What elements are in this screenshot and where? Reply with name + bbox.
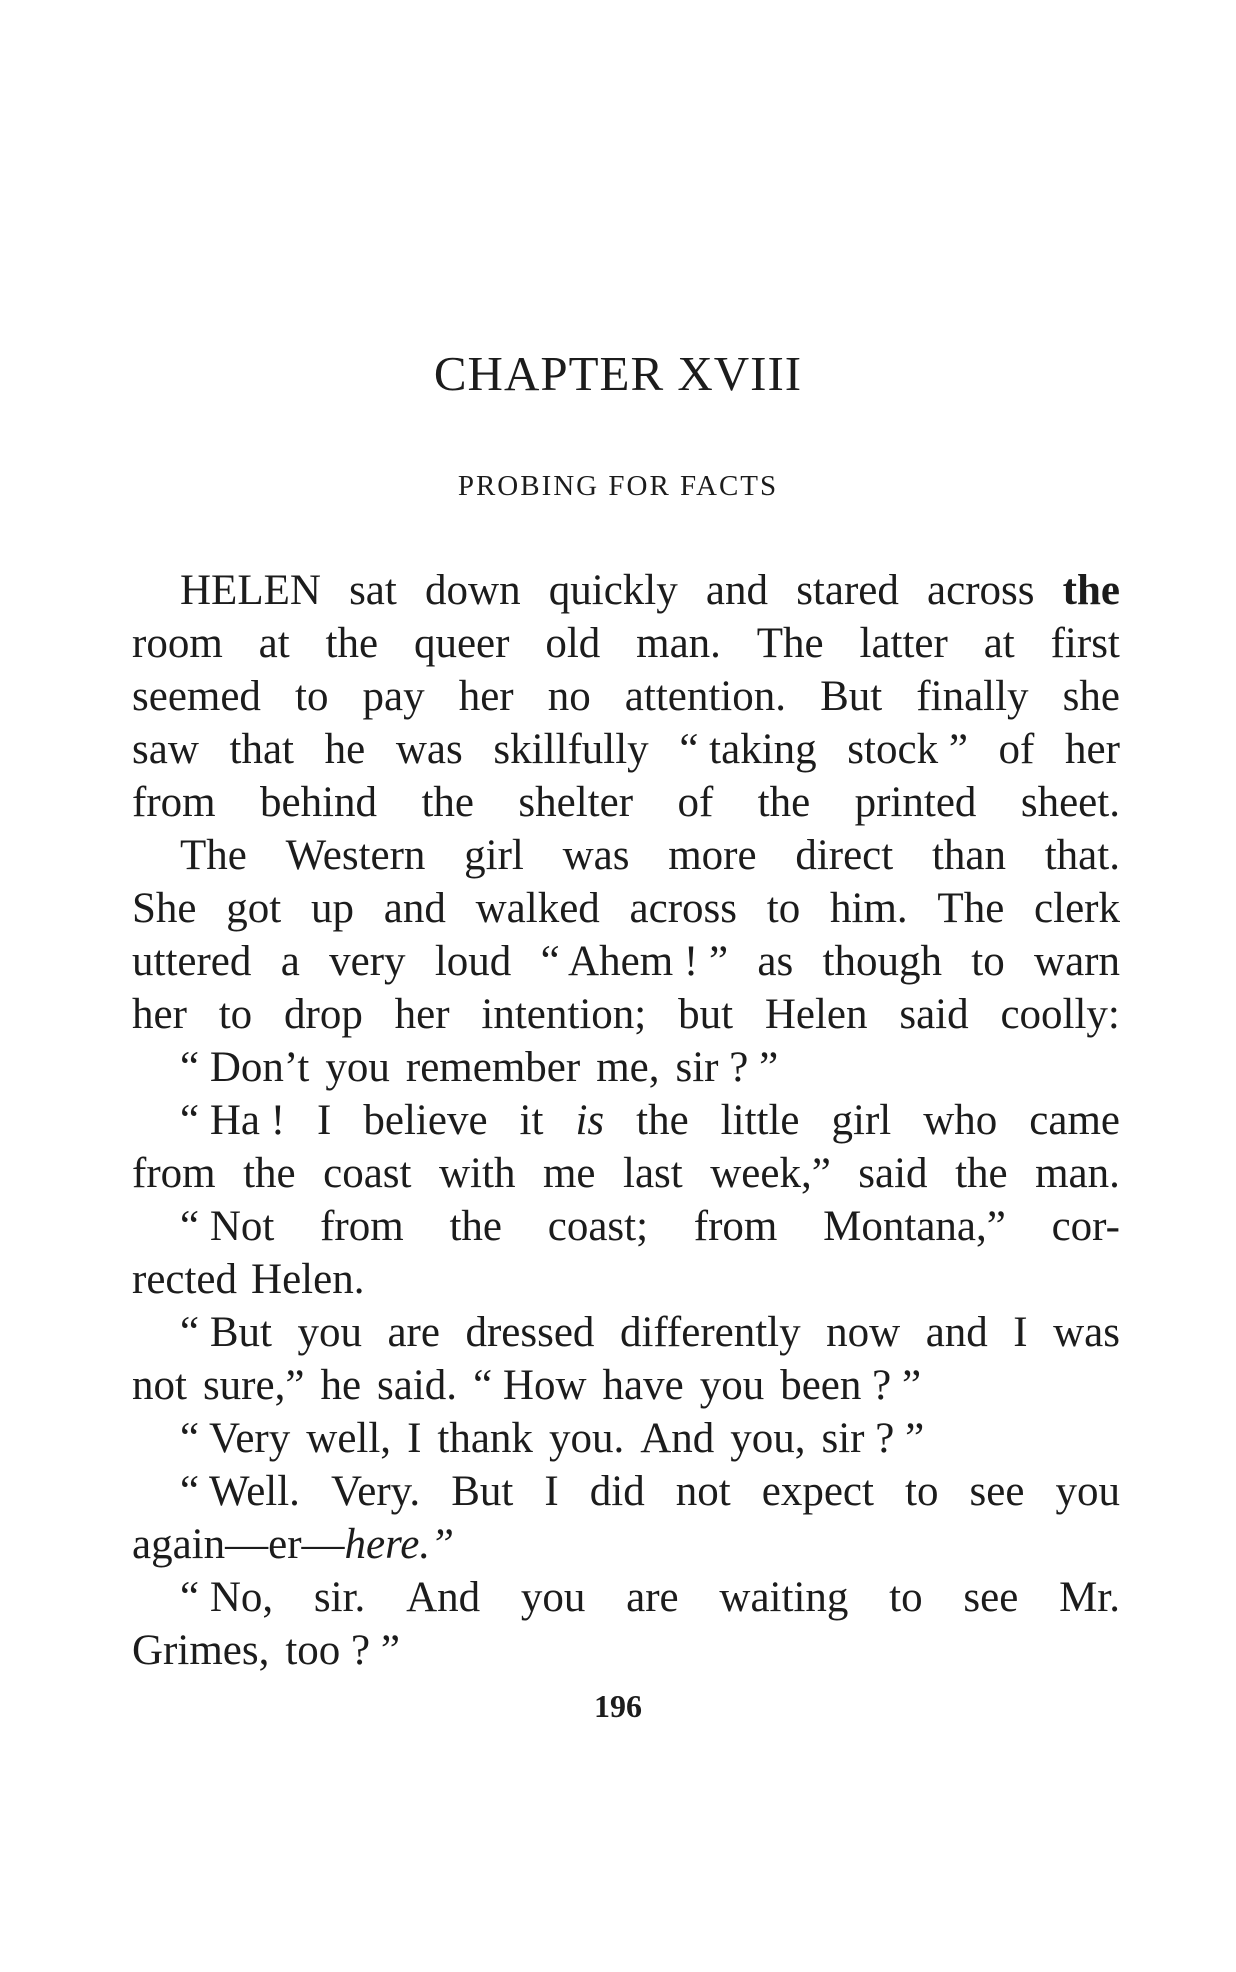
word: said (899, 991, 969, 1038)
word: The (937, 885, 1005, 932)
word: sheet. (1020, 779, 1120, 826)
word: you (297, 1309, 362, 1356)
chapter-subtitle: PROBING FOR FACTS (457, 470, 779, 502)
word: attention. (624, 673, 786, 720)
word: more (668, 832, 757, 879)
word: I (544, 1468, 559, 1515)
word: from (132, 1150, 216, 1197)
word: her (458, 673, 514, 720)
word: saw (132, 726, 199, 773)
word: behind (260, 779, 378, 826)
word: from (132, 779, 216, 826)
word: Helen (764, 991, 868, 1038)
word: stared (796, 567, 899, 614)
word: uttered (132, 938, 252, 985)
word: it (519, 1097, 544, 1144)
word: seemed (132, 673, 261, 720)
word: you (1055, 1468, 1120, 1515)
word: he (320, 1362, 362, 1409)
word: man. (1035, 1150, 1120, 1197)
word: coolly: (1000, 991, 1120, 1038)
word: that. (1044, 832, 1120, 879)
word: Western (285, 832, 426, 879)
word: dressed (465, 1309, 595, 1356)
word: sir ? ” (821, 1415, 925, 1462)
word: And (640, 1415, 715, 1462)
word: stock ” (847, 726, 968, 773)
word: is (575, 1097, 605, 1144)
word: cor- (1051, 1203, 1120, 1250)
word: was (395, 726, 463, 773)
text-line (132, 1253, 1120, 1306)
word: “ Very (180, 1415, 291, 1462)
text-line (132, 1518, 1120, 1571)
word: was (562, 832, 630, 879)
text-line (132, 670, 1120, 723)
word: differently (619, 1309, 801, 1356)
word: you (520, 1574, 586, 1621)
word: to (218, 991, 253, 1038)
word: Helen. (251, 1256, 365, 1303)
text-line (132, 1094, 1120, 1147)
word: to (889, 1574, 923, 1621)
text-line (132, 1571, 1120, 1624)
word: Montana,” (823, 1203, 1006, 1250)
word: clerk (1034, 885, 1120, 932)
word: But (820, 673, 883, 720)
word: “ Not (180, 1203, 275, 1250)
text-line (132, 1359, 1120, 1412)
text-line (132, 564, 1120, 617)
word: warn (1034, 938, 1120, 985)
word: And (406, 1574, 481, 1621)
chapter-body-text (132, 564, 1120, 1677)
word: old (545, 620, 601, 667)
word: “ taking (679, 726, 817, 773)
word: you, (730, 1415, 806, 1462)
word: no (547, 673, 591, 720)
word: said. (377, 1362, 458, 1409)
text-line (132, 1624, 1120, 1677)
word: see (969, 1468, 1025, 1515)
text-line (132, 988, 1120, 1041)
word: did (589, 1468, 645, 1515)
word: loud (434, 938, 512, 985)
text-line (132, 1200, 1120, 1253)
word: again—er—here.” (132, 1521, 455, 1568)
word: who (923, 1097, 998, 1144)
word: walked (475, 885, 600, 932)
text-line (132, 1041, 1120, 1094)
word: to (905, 1468, 939, 1515)
word: a (280, 938, 300, 985)
word: sir. (313, 1574, 366, 1621)
word: at (983, 620, 1015, 667)
word: are (626, 1574, 679, 1621)
word: her (394, 991, 450, 1038)
word: waiting (719, 1574, 849, 1621)
text-line (132, 829, 1120, 882)
word: intention; (481, 991, 647, 1038)
page-number: 196 (594, 1688, 642, 1724)
word: shelter (518, 779, 634, 826)
text-line (132, 723, 1120, 776)
word: and (383, 885, 446, 932)
word: But (451, 1468, 514, 1515)
word: as (757, 938, 794, 985)
word: pay (362, 673, 425, 720)
word: rected (132, 1256, 238, 1303)
word: he (324, 726, 366, 773)
word: “ But (180, 1309, 272, 1356)
word: but (678, 991, 734, 1038)
word: now (826, 1309, 901, 1356)
word: The (180, 832, 247, 879)
word: girl (831, 1097, 892, 1144)
word: very (329, 938, 406, 985)
chapter-title: CHAPTER XVIII (433, 346, 803, 401)
word: her (1065, 726, 1120, 773)
word: printed (854, 779, 977, 826)
word: the (636, 1097, 689, 1144)
word: I (1013, 1309, 1028, 1356)
word: the (955, 1150, 1008, 1197)
word: girl (464, 832, 524, 879)
word: though (822, 938, 942, 985)
text-line (132, 1412, 1120, 1465)
word: queer (413, 620, 510, 667)
word: coast (323, 1150, 412, 1197)
word: Grimes, (132, 1627, 270, 1674)
word: that (229, 726, 294, 773)
word: believe (363, 1097, 488, 1144)
word: finally (916, 673, 1029, 720)
word: coast; (547, 1203, 649, 1250)
word: skillfully (493, 726, 649, 773)
word: you (699, 1362, 765, 1409)
word: too ? ” (285, 1627, 400, 1674)
word: first (1050, 620, 1120, 667)
word: from (693, 1203, 778, 1250)
word: you (325, 1044, 390, 1091)
word: of (677, 779, 714, 826)
word: last (623, 1150, 683, 1197)
word: than (931, 832, 1006, 879)
word: and (705, 567, 769, 614)
word: of (998, 726, 1035, 773)
word: got (226, 885, 282, 932)
word: not (132, 1362, 187, 1409)
word: been ? ” (780, 1362, 922, 1409)
word: week,” (710, 1150, 831, 1197)
word: the (757, 779, 811, 826)
word: the (325, 620, 379, 667)
word: little (720, 1097, 800, 1144)
word: me, (596, 1044, 660, 1091)
word: she (1062, 673, 1120, 720)
word: sir ? ” (675, 1044, 779, 1091)
word: The (756, 620, 824, 667)
text-line (132, 617, 1120, 670)
word: across (927, 567, 1035, 614)
word: direct (795, 832, 894, 879)
word: sat (349, 567, 397, 614)
text-line (132, 1465, 1120, 1518)
word: down (425, 567, 521, 614)
word: up (310, 885, 354, 932)
word: drop (284, 991, 363, 1038)
word: “ No, (180, 1574, 274, 1621)
word: him. (830, 885, 908, 932)
word: “ Ahem ! ” (540, 938, 729, 985)
text-line (132, 935, 1120, 988)
word: and (925, 1309, 988, 1356)
word: to (766, 885, 801, 932)
word: man. (636, 620, 721, 667)
text-line (132, 1306, 1120, 1359)
word: expect (761, 1468, 874, 1515)
word: to (295, 673, 329, 720)
word: with (439, 1150, 516, 1197)
word: me (542, 1150, 596, 1197)
word: “ How (473, 1362, 587, 1409)
word: Mr. (1059, 1574, 1120, 1621)
word: well, (306, 1415, 392, 1462)
word: was (1053, 1309, 1120, 1356)
word: her (132, 991, 187, 1038)
word: at (258, 620, 290, 667)
word: are (387, 1309, 440, 1356)
word: the (449, 1203, 502, 1250)
word: “ Ha ! (180, 1097, 286, 1144)
word: sure,” (202, 1362, 305, 1409)
word: “ Don’t (180, 1044, 310, 1091)
word: from (320, 1203, 404, 1250)
word: not (675, 1468, 731, 1515)
word: I (407, 1415, 422, 1462)
word: said (858, 1150, 928, 1197)
word: see (963, 1574, 1019, 1621)
word: remember (405, 1044, 581, 1091)
word: I (317, 1097, 332, 1144)
word: quickly (548, 567, 678, 614)
word: the (243, 1150, 296, 1197)
word: “ Well. (180, 1468, 300, 1515)
word: across (629, 885, 738, 932)
text-line (132, 776, 1120, 829)
word: you. (548, 1415, 625, 1462)
word: latter (859, 620, 948, 667)
word: HELEN (180, 567, 321, 614)
word: the (1062, 567, 1120, 614)
word: thank (437, 1415, 533, 1462)
word: room (132, 620, 223, 667)
word: She (132, 885, 197, 932)
word: have (602, 1362, 684, 1409)
text-line (132, 882, 1120, 935)
word: the (421, 779, 474, 826)
word: came (1029, 1097, 1120, 1144)
word: Very. (330, 1468, 421, 1515)
text-line (132, 1147, 1120, 1200)
word: to (971, 938, 1005, 985)
